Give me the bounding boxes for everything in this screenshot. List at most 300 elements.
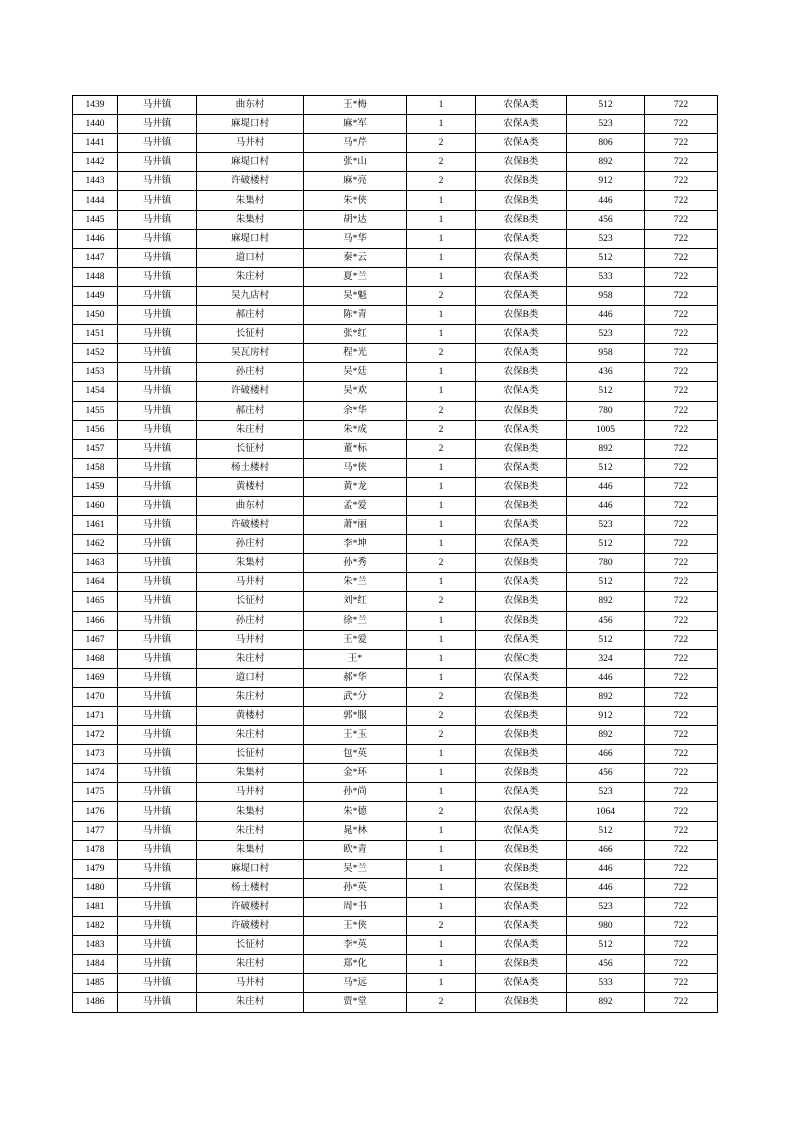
cell-name: 王*梅	[304, 96, 407, 115]
cell-standard: 722	[645, 783, 718, 802]
cell-village: 朱庄村	[197, 649, 304, 668]
cell-amount: 324	[567, 649, 645, 668]
table-row	[73, 382, 718, 401]
cell-category: 农保B类	[476, 153, 567, 172]
cell-name: 包*英	[304, 745, 407, 764]
cell-category: 农保A类	[476, 115, 567, 134]
table-row	[73, 726, 718, 745]
cell-seq-number: 1472	[73, 726, 118, 745]
cell-amount: 533	[567, 974, 645, 993]
cell-amount: 466	[567, 840, 645, 859]
cell-town: 马井镇	[118, 210, 197, 229]
cell-seq-number: 1486	[73, 993, 118, 1012]
cell-seq-number: 1442	[73, 153, 118, 172]
cell-town: 马井镇	[118, 267, 197, 286]
cell-count: 2	[407, 172, 476, 191]
cell-category: 农保A类	[476, 516, 567, 535]
table-row	[73, 917, 718, 936]
cell-standard: 722	[645, 344, 718, 363]
cell-seq-number: 1449	[73, 286, 118, 305]
cell-seq-number: 1483	[73, 936, 118, 955]
cell-town: 马井镇	[118, 897, 197, 916]
cell-category: 农保B类	[476, 993, 567, 1012]
cell-town: 马井镇	[118, 993, 197, 1012]
table-row	[73, 229, 718, 248]
cell-town: 马井镇	[118, 573, 197, 592]
cell-count: 1	[407, 248, 476, 267]
cell-seq-number: 1482	[73, 917, 118, 936]
cell-name: 朱*兰	[304, 573, 407, 592]
cell-amount: 446	[567, 191, 645, 210]
cell-village: 马井村	[197, 134, 304, 153]
cell-name: 贾*堂	[304, 993, 407, 1012]
cell-town: 马井镇	[118, 611, 197, 630]
cell-standard: 722	[645, 917, 718, 936]
cell-seq-number: 1445	[73, 210, 118, 229]
cell-amount: 912	[567, 707, 645, 726]
table-row	[73, 439, 718, 458]
cell-standard: 722	[645, 516, 718, 535]
cell-seq-number: 1441	[73, 134, 118, 153]
cell-village: 杨土楼村	[197, 458, 304, 477]
cell-town: 马井镇	[118, 96, 197, 115]
cell-category: 农保B类	[476, 172, 567, 191]
cell-village: 长征村	[197, 325, 304, 344]
cell-town: 马井镇	[118, 783, 197, 802]
table-row	[73, 267, 718, 286]
table-row	[73, 993, 718, 1012]
cell-town: 马井镇	[118, 229, 197, 248]
cell-name: 欧*青	[304, 840, 407, 859]
cell-name: 晁*林	[304, 821, 407, 840]
cell-category: 农保B类	[476, 306, 567, 325]
cell-village: 黄楼村	[197, 707, 304, 726]
cell-category: 农保B类	[476, 840, 567, 859]
cell-town: 马井镇	[118, 420, 197, 439]
cell-name: 孙*尚	[304, 783, 407, 802]
cell-category: 农保B类	[476, 401, 567, 420]
table-row	[73, 344, 718, 363]
cell-seq-number: 1460	[73, 496, 118, 515]
cell-amount: 512	[567, 248, 645, 267]
cell-town: 马井镇	[118, 344, 197, 363]
cell-standard: 722	[645, 611, 718, 630]
data-table	[72, 95, 718, 1013]
cell-category: 农保B类	[476, 611, 567, 630]
cell-seq-number: 1457	[73, 439, 118, 458]
cell-standard: 722	[645, 707, 718, 726]
table-row	[73, 458, 718, 477]
cell-category: 农保A类	[476, 630, 567, 649]
cell-village: 吴瓦房村	[197, 344, 304, 363]
cell-count: 1	[407, 191, 476, 210]
cell-seq-number: 1485	[73, 974, 118, 993]
cell-amount: 780	[567, 554, 645, 573]
table-row	[73, 210, 718, 229]
cell-standard: 722	[645, 687, 718, 706]
cell-name: 武*分	[304, 687, 407, 706]
cell-standard: 722	[645, 936, 718, 955]
cell-village: 曲东村	[197, 96, 304, 115]
cell-name: 程*光	[304, 344, 407, 363]
cell-village: 马井村	[197, 630, 304, 649]
cell-amount: 512	[567, 382, 645, 401]
cell-name: 马*侠	[304, 458, 407, 477]
cell-name: 胡*达	[304, 210, 407, 229]
cell-amount: 466	[567, 745, 645, 764]
cell-seq-number: 1452	[73, 344, 118, 363]
cell-town: 马井镇	[118, 802, 197, 821]
cell-standard: 722	[645, 745, 718, 764]
cell-category: 农保B类	[476, 439, 567, 458]
table-row	[73, 668, 718, 687]
cell-count: 2	[407, 726, 476, 745]
cell-seq-number: 1461	[73, 516, 118, 535]
cell-town: 马井镇	[118, 936, 197, 955]
cell-amount: 512	[567, 573, 645, 592]
table-row	[73, 840, 718, 859]
cell-town: 马井镇	[118, 153, 197, 172]
cell-count: 1	[407, 630, 476, 649]
cell-amount: 523	[567, 783, 645, 802]
cell-name: 吴*欢	[304, 382, 407, 401]
cell-standard: 722	[645, 974, 718, 993]
cell-village: 曲东村	[197, 496, 304, 515]
cell-seq-number: 1446	[73, 229, 118, 248]
cell-count: 2	[407, 420, 476, 439]
cell-village: 许破楼村	[197, 917, 304, 936]
cell-name: 孟*爱	[304, 496, 407, 515]
cell-amount: 456	[567, 764, 645, 783]
cell-village: 朱集村	[197, 210, 304, 229]
cell-category: 农保A类	[476, 974, 567, 993]
cell-amount: 512	[567, 96, 645, 115]
cell-village: 马井村	[197, 783, 304, 802]
cell-amount: 446	[567, 878, 645, 897]
cell-category: 农保A类	[476, 917, 567, 936]
cell-town: 马井镇	[118, 630, 197, 649]
cell-count: 1	[407, 649, 476, 668]
cell-name: 陈*青	[304, 306, 407, 325]
table-row	[73, 897, 718, 916]
cell-name: 麻*军	[304, 115, 407, 134]
cell-village: 许破楼村	[197, 382, 304, 401]
table-row	[73, 611, 718, 630]
cell-count: 2	[407, 153, 476, 172]
table-row	[73, 115, 718, 134]
cell-village: 麻堤口村	[197, 153, 304, 172]
cell-village: 道口村	[197, 248, 304, 267]
cell-name: 孙*秀	[304, 554, 407, 573]
cell-standard: 722	[645, 439, 718, 458]
table-row	[73, 191, 718, 210]
table-row	[73, 306, 718, 325]
cell-standard: 722	[645, 458, 718, 477]
cell-village: 马井村	[197, 974, 304, 993]
cell-category: 农保A类	[476, 229, 567, 248]
cell-town: 马井镇	[118, 306, 197, 325]
cell-amount: 780	[567, 401, 645, 420]
cell-seq-number: 1480	[73, 878, 118, 897]
cell-count: 1	[407, 306, 476, 325]
cell-standard: 722	[645, 554, 718, 573]
cell-town: 马井镇	[118, 325, 197, 344]
cell-seq-number: 1468	[73, 649, 118, 668]
cell-name: 夏*兰	[304, 267, 407, 286]
cell-name: 马*华	[304, 229, 407, 248]
cell-village: 许破楼村	[197, 172, 304, 191]
cell-standard: 722	[645, 420, 718, 439]
cell-name: 王*	[304, 649, 407, 668]
cell-town: 马井镇	[118, 477, 197, 496]
cell-count: 1	[407, 477, 476, 496]
cell-standard: 722	[645, 878, 718, 897]
cell-standard: 722	[645, 115, 718, 134]
cell-village: 朱庄村	[197, 821, 304, 840]
cell-standard: 722	[645, 668, 718, 687]
cell-village: 道口村	[197, 668, 304, 687]
table-row	[73, 420, 718, 439]
cell-town: 马井镇	[118, 496, 197, 515]
cell-name: 王*侠	[304, 917, 407, 936]
cell-village: 朱庄村	[197, 993, 304, 1012]
cell-standard: 722	[645, 401, 718, 420]
cell-category: 农保B类	[476, 859, 567, 878]
cell-amount: 523	[567, 115, 645, 134]
cell-count: 1	[407, 745, 476, 764]
cell-count: 2	[407, 592, 476, 611]
cell-name: 李*坤	[304, 535, 407, 554]
cell-category: 农保B类	[476, 687, 567, 706]
cell-seq-number: 1456	[73, 420, 118, 439]
cell-town: 马井镇	[118, 764, 197, 783]
cell-amount: 1064	[567, 802, 645, 821]
cell-seq-number: 1462	[73, 535, 118, 554]
cell-category: 农保A类	[476, 535, 567, 554]
table-row	[73, 554, 718, 573]
table-row	[73, 630, 718, 649]
table-row	[73, 974, 718, 993]
cell-standard: 722	[645, 840, 718, 859]
cell-amount: 1005	[567, 420, 645, 439]
cell-village: 长征村	[197, 439, 304, 458]
cell-standard: 722	[645, 802, 718, 821]
cell-village: 朱庄村	[197, 420, 304, 439]
cell-count: 1	[407, 496, 476, 515]
cell-count: 1	[407, 516, 476, 535]
cell-standard: 722	[645, 955, 718, 974]
cell-standard: 722	[645, 573, 718, 592]
table-row	[73, 401, 718, 420]
cell-village: 朱集村	[197, 764, 304, 783]
cell-seq-number: 1470	[73, 687, 118, 706]
cell-town: 马井镇	[118, 554, 197, 573]
cell-town: 马井镇	[118, 458, 197, 477]
cell-village: 吴九店村	[197, 286, 304, 305]
cell-village: 朱集村	[197, 840, 304, 859]
cell-name: 董*标	[304, 439, 407, 458]
cell-standard: 722	[645, 325, 718, 344]
cell-town: 马井镇	[118, 955, 197, 974]
cell-village: 麻堤口村	[197, 859, 304, 878]
table-row	[73, 687, 718, 706]
cell-count: 1	[407, 115, 476, 134]
cell-seq-number: 1451	[73, 325, 118, 344]
cell-count: 1	[407, 821, 476, 840]
cell-seq-number: 1458	[73, 458, 118, 477]
cell-category: 农保A类	[476, 325, 567, 344]
table-row	[73, 172, 718, 191]
cell-town: 马井镇	[118, 401, 197, 420]
cell-amount: 512	[567, 630, 645, 649]
cell-count: 1	[407, 573, 476, 592]
cell-village: 朱集村	[197, 554, 304, 573]
cell-category: 农保A类	[476, 248, 567, 267]
cell-name: 王*爱	[304, 630, 407, 649]
cell-seq-number: 1444	[73, 191, 118, 210]
cell-town: 马井镇	[118, 439, 197, 458]
cell-town: 马井镇	[118, 363, 197, 382]
cell-amount: 980	[567, 917, 645, 936]
cell-seq-number: 1475	[73, 783, 118, 802]
cell-village: 长征村	[197, 592, 304, 611]
cell-standard: 722	[645, 191, 718, 210]
cell-category: 农保B类	[476, 554, 567, 573]
table-row	[73, 535, 718, 554]
cell-standard: 722	[645, 382, 718, 401]
cell-name: 张*山	[304, 153, 407, 172]
cell-category: 农保A类	[476, 821, 567, 840]
cell-category: 农保B类	[476, 726, 567, 745]
cell-name: 刘*红	[304, 592, 407, 611]
cell-count: 1	[407, 955, 476, 974]
cell-count: 1	[407, 668, 476, 687]
cell-count: 2	[407, 802, 476, 821]
table-row	[73, 496, 718, 515]
cell-count: 1	[407, 458, 476, 477]
cell-village: 朱庄村	[197, 955, 304, 974]
cell-town: 马井镇	[118, 726, 197, 745]
cell-name: 孙*英	[304, 878, 407, 897]
cell-count: 1	[407, 859, 476, 878]
cell-category: 农保B类	[476, 210, 567, 229]
cell-amount: 446	[567, 668, 645, 687]
cell-name: 马*远	[304, 974, 407, 993]
cell-category: 农保A类	[476, 897, 567, 916]
cell-count: 1	[407, 611, 476, 630]
cell-name: 郑*化	[304, 955, 407, 974]
cell-amount: 892	[567, 439, 645, 458]
cell-count: 1	[407, 974, 476, 993]
cell-village: 朱庄村	[197, 726, 304, 745]
cell-name: 郭*服	[304, 707, 407, 726]
cell-name: 王*玉	[304, 726, 407, 745]
cell-amount: 446	[567, 306, 645, 325]
cell-standard: 722	[645, 821, 718, 840]
cell-category: 农保B类	[476, 707, 567, 726]
cell-count: 1	[407, 382, 476, 401]
cell-village: 孙庄村	[197, 535, 304, 554]
cell-village: 长征村	[197, 936, 304, 955]
cell-seq-number: 1443	[73, 172, 118, 191]
cell-count: 2	[407, 687, 476, 706]
cell-seq-number: 1454	[73, 382, 118, 401]
cell-town: 马井镇	[118, 878, 197, 897]
cell-name: 李*英	[304, 936, 407, 955]
cell-category: 农保A类	[476, 420, 567, 439]
cell-category: 农保A类	[476, 668, 567, 687]
cell-count: 2	[407, 554, 476, 573]
cell-village: 黄楼村	[197, 477, 304, 496]
cell-count: 1	[407, 878, 476, 897]
cell-town: 马井镇	[118, 248, 197, 267]
cell-seq-number: 1459	[73, 477, 118, 496]
cell-amount: 456	[567, 611, 645, 630]
cell-town: 马井镇	[118, 286, 197, 305]
cell-count: 2	[407, 344, 476, 363]
cell-count: 1	[407, 840, 476, 859]
cell-count: 1	[407, 764, 476, 783]
cell-category: 农保B类	[476, 878, 567, 897]
cell-amount: 892	[567, 726, 645, 745]
cell-standard: 722	[645, 172, 718, 191]
table-row	[73, 573, 718, 592]
cell-name: 周*书	[304, 897, 407, 916]
cell-amount: 892	[567, 993, 645, 1012]
table-row	[73, 516, 718, 535]
cell-standard: 722	[645, 153, 718, 172]
cell-seq-number: 1469	[73, 668, 118, 687]
cell-seq-number: 1447	[73, 248, 118, 267]
table-row	[73, 859, 718, 878]
cell-standard: 722	[645, 630, 718, 649]
cell-town: 马井镇	[118, 668, 197, 687]
cell-standard: 722	[645, 286, 718, 305]
cell-category: 农保A类	[476, 458, 567, 477]
cell-standard: 722	[645, 649, 718, 668]
cell-amount: 512	[567, 458, 645, 477]
cell-seq-number: 1453	[73, 363, 118, 382]
cell-category: 农保B类	[476, 477, 567, 496]
cell-seq-number: 1476	[73, 802, 118, 821]
cell-name: 麻*亮	[304, 172, 407, 191]
cell-amount: 446	[567, 859, 645, 878]
cell-village: 朱庄村	[197, 267, 304, 286]
cell-amount: 512	[567, 936, 645, 955]
cell-amount: 523	[567, 897, 645, 916]
cell-count: 1	[407, 229, 476, 248]
cell-village: 麻堤口村	[197, 115, 304, 134]
table-row	[73, 134, 718, 153]
cell-category: 农保B类	[476, 764, 567, 783]
cell-seq-number: 1481	[73, 897, 118, 916]
cell-standard: 722	[645, 496, 718, 515]
cell-category: 农保A类	[476, 783, 567, 802]
cell-category: 农保B类	[476, 496, 567, 515]
cell-seq-number: 1439	[73, 96, 118, 115]
cell-town: 马井镇	[118, 382, 197, 401]
cell-town: 马井镇	[118, 134, 197, 153]
cell-name: 吴*魁	[304, 286, 407, 305]
cell-count: 2	[407, 707, 476, 726]
cell-town: 马井镇	[118, 974, 197, 993]
table-row	[73, 592, 718, 611]
cell-town: 马井镇	[118, 191, 197, 210]
cell-village: 马井村	[197, 573, 304, 592]
cell-village: 杨土楼村	[197, 878, 304, 897]
cell-category: 农保A类	[476, 267, 567, 286]
cell-count: 2	[407, 993, 476, 1012]
